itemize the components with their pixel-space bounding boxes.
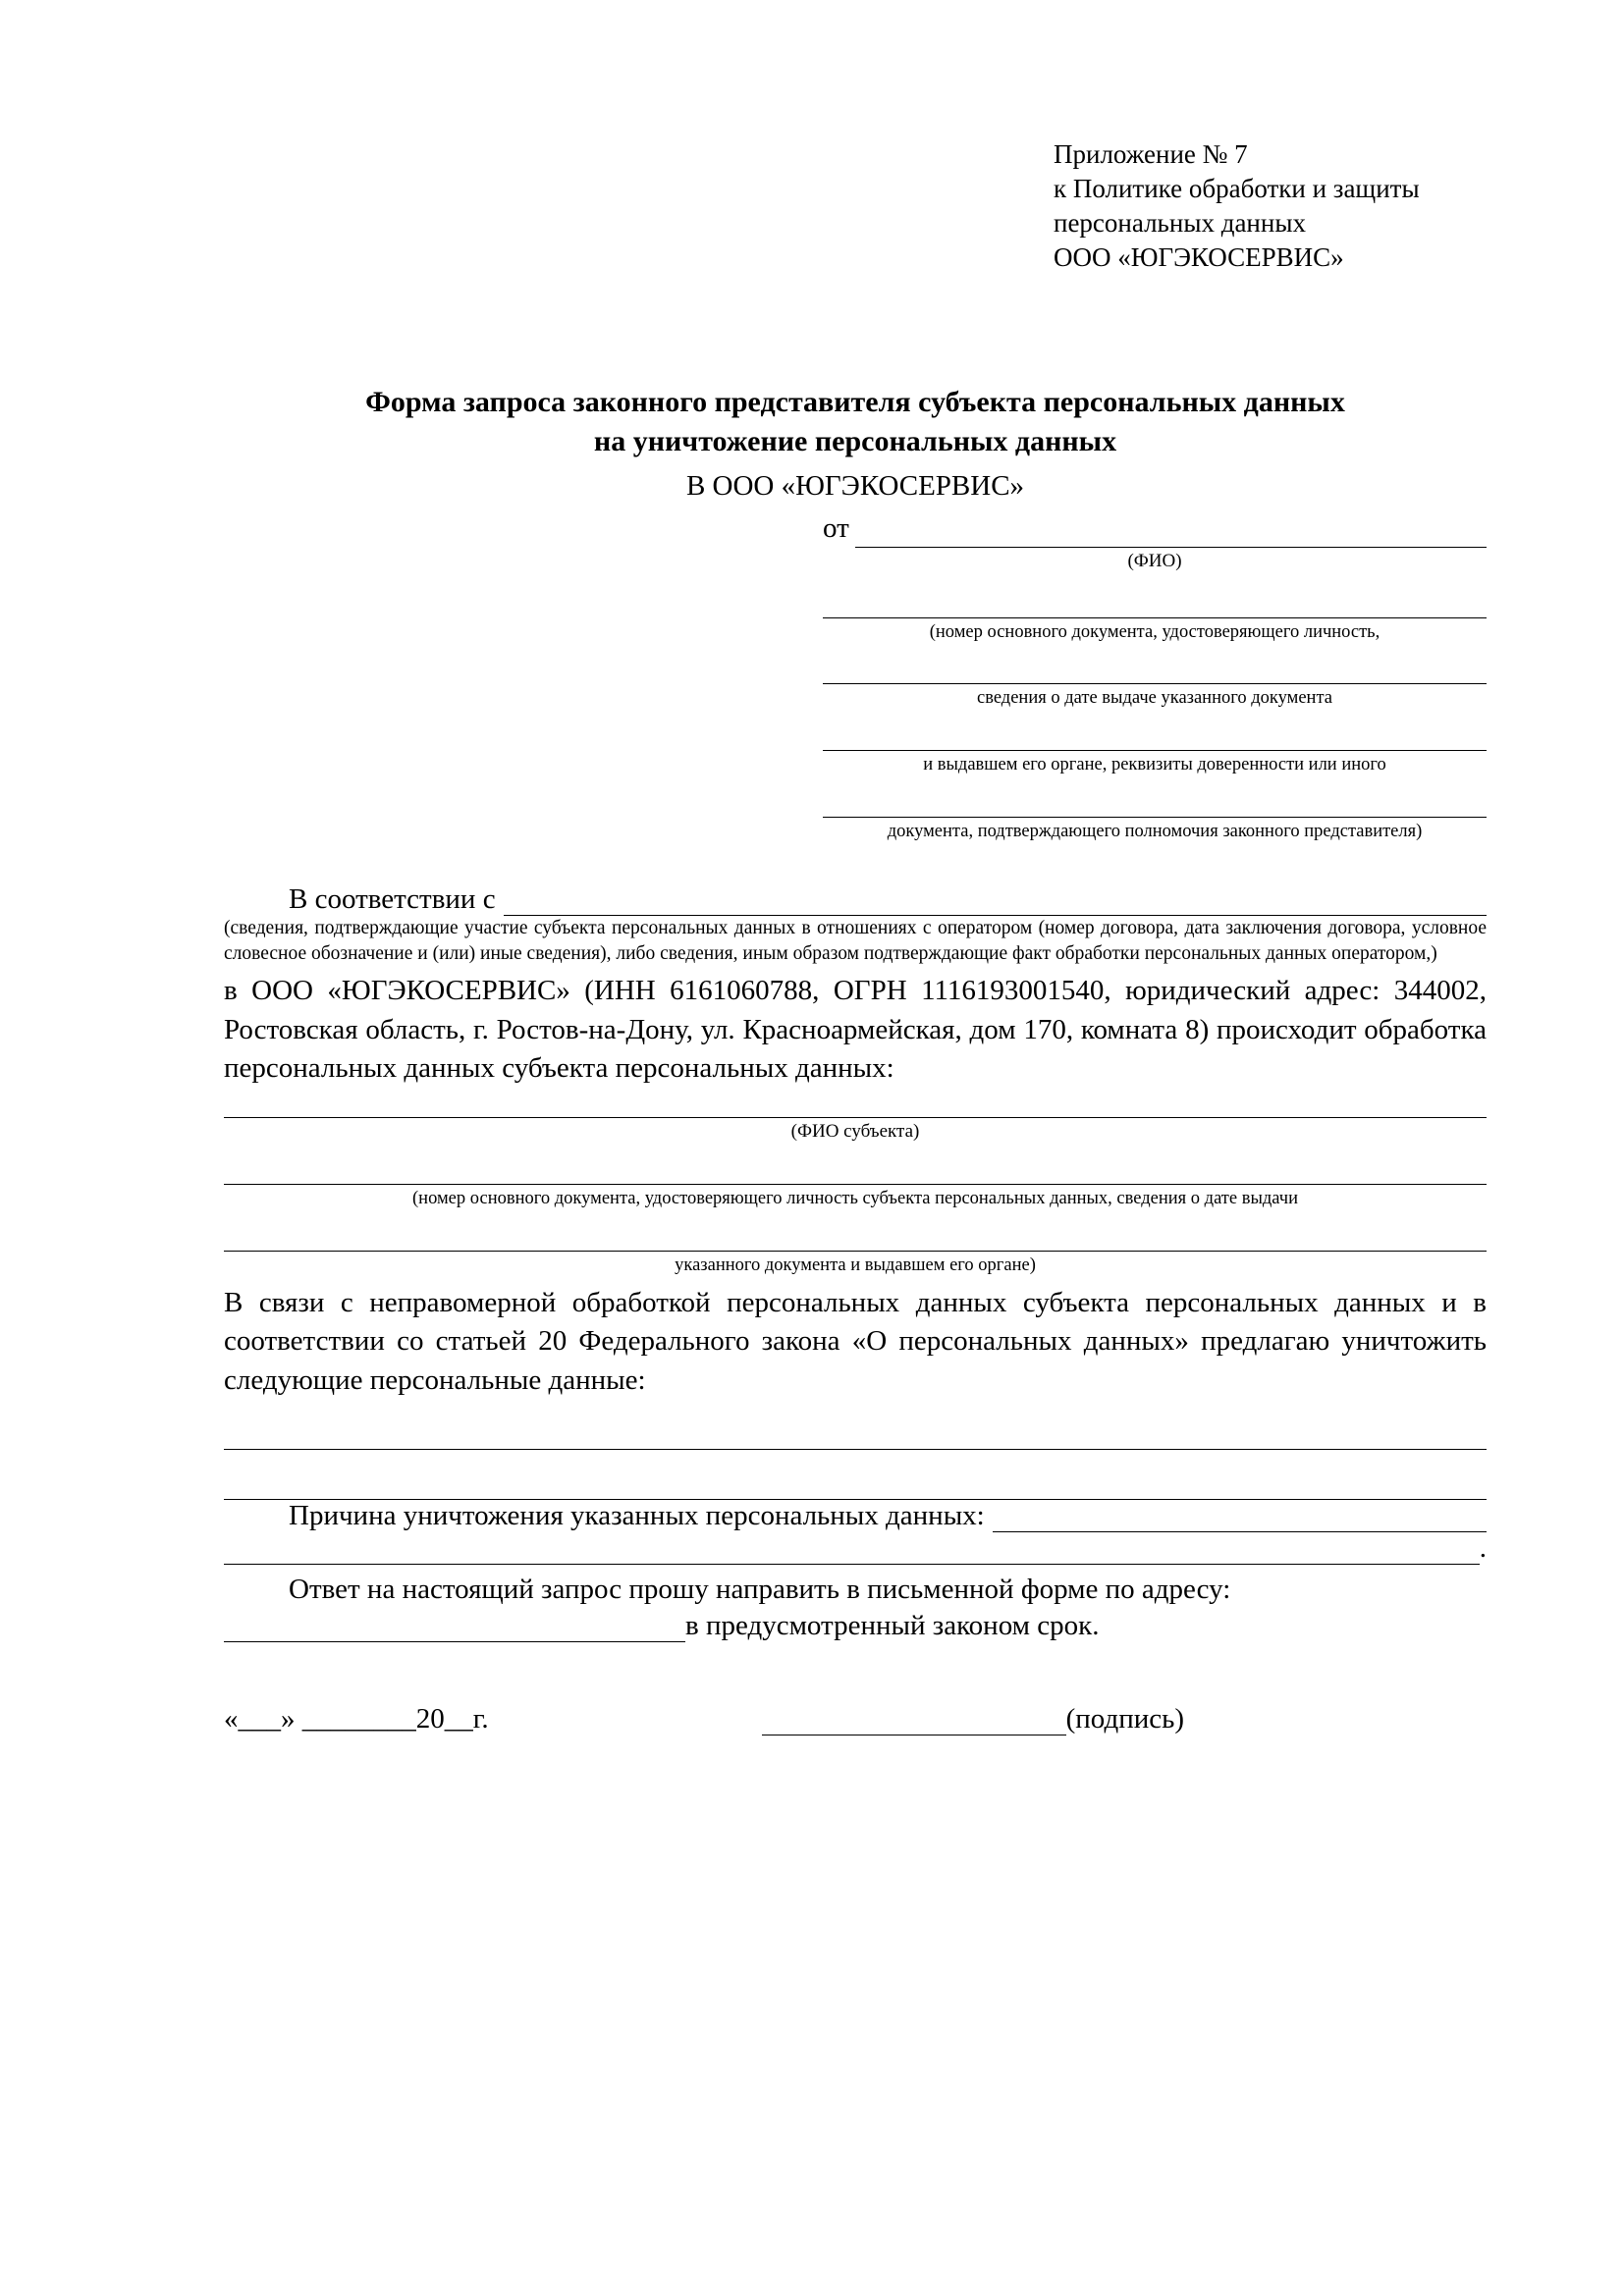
signature-row xyxy=(224,1703,1487,1735)
accordance-input-line[interactable] xyxy=(504,887,1487,916)
doc-number-input-line[interactable] xyxy=(823,588,1487,618)
accordance-label: В соответствии с xyxy=(289,883,496,916)
page-title-line-1: Форма запроса законного представителя субъекта персональных данных xyxy=(365,386,1345,419)
reason-tail: . xyxy=(1479,1532,1487,1565)
appendix-header-line-1: Приложение № 7 xyxy=(1054,139,1248,169)
doc-date-caption: сведения о дате выдаче указанного документа xyxy=(977,688,1332,709)
data-to-destroy-block xyxy=(224,1419,1487,1500)
signature-label: (подпись) xyxy=(1065,1702,1185,1735)
subject-doc-caption-2: указанного документа и выдавшем его органе) xyxy=(675,1255,1036,1275)
answer-address-input-line[interactable] xyxy=(224,1614,685,1642)
page-title-line-2: на уничтожение персональных данных xyxy=(593,425,1117,458)
representative-doc-input-line[interactable] xyxy=(823,787,1487,818)
document-content xyxy=(224,137,1487,1735)
from-row xyxy=(224,509,1487,548)
doc-issuer-input-line[interactable] xyxy=(823,721,1487,751)
appendix-header-line-3: персональных данных xyxy=(1054,208,1306,239)
destroy-data-input-line-1[interactable] xyxy=(224,1419,1487,1450)
subject-doc-input-line-2[interactable] xyxy=(224,1221,1487,1252)
destroy-data-input-line-2[interactable] xyxy=(224,1469,1487,1500)
answer-address-row xyxy=(224,1610,1487,1642)
representative-doc-caption: документа, подтверждающего полномочия законного представителя) xyxy=(887,822,1423,842)
from-fio-input-line[interactable] xyxy=(855,519,1487,548)
date-field[interactable]: «___» ________20__г. xyxy=(224,1702,489,1735)
doc-number-caption: (номер основного документа, удостоверяющего личность, xyxy=(929,621,1380,642)
accordance-note: (сведения, подтверждающие участие субъекта персональных данных в отношениях с оператором (номер договора, дата заключения договора, условное словесное обозначение и (или) иные сведения), либо сведения, иным образом подтверждающие факт обработки персональных данных оператором,) xyxy=(224,918,1487,964)
answer-tail: в предусмотренный законом срок. xyxy=(685,1609,1100,1641)
subject-doc-input-line-1[interactable] xyxy=(224,1154,1487,1185)
organization-paragraph: в ООО «ЮГЭКОСЕРВИС» (ИНН 6161060788, ОГРН 1116193001540, юридический адрес: 344002, Ростовская область, г. Ростов-на-Дону, ул. Красноармейская, дом 170, комната 8) происходит обработка персональных данных субъекта персональных данных: xyxy=(224,975,1487,1084)
answer-paragraph: Ответ на настоящий запрос прошу направить в письменной форме по адресу: xyxy=(289,1574,1231,1606)
subject-block xyxy=(224,1088,1487,1278)
page-title xyxy=(224,383,1487,461)
recipient-organization: В ООО «ЮГЭКОСЕРВИС» xyxy=(685,470,1025,503)
signature-field[interactable] xyxy=(762,1703,1184,1735)
reason-row xyxy=(224,1500,1487,1532)
appendix-header-line-4: ООО «ЮГЭКОСЕРВИС» xyxy=(1054,242,1344,273)
doc-date-input-line[interactable] xyxy=(823,654,1487,684)
accordance-block xyxy=(224,883,1487,966)
fio-caption: (ФИО) xyxy=(1127,550,1182,571)
subject-doc-caption-1: (номер основного документа, удостоверяющего личность субъекта персональных данных, сведения о дате выдачи xyxy=(412,1189,1298,1209)
subject-fio-input-line[interactable] xyxy=(224,1088,1487,1118)
from-label: от xyxy=(823,512,849,545)
request-paragraph: В связи с неправомерной обработкой персональных данных субъекта персональных данных и в соответствии со статьей 20 Федерального закона «О персональных данных» предлагаю уничтожить следующие персональные данные: xyxy=(224,1286,1487,1396)
appendix-header-line-2: к Политике обработки и защиты xyxy=(1054,174,1420,204)
doc-issuer-caption: и выдавшем его органе, реквизиты доверенности или иного xyxy=(923,755,1386,775)
reason-input-line-2[interactable] xyxy=(224,1536,1480,1565)
reason-row-continued xyxy=(224,1532,1487,1565)
subject-fio-caption: (ФИО субъекта) xyxy=(790,1121,920,1143)
recipient-block xyxy=(224,467,1487,844)
appendix-header xyxy=(1054,137,1486,275)
reason-input-line[interactable] xyxy=(993,1504,1487,1532)
reason-label: Причина уничтожения указанных персональных данных: xyxy=(289,1500,985,1532)
signature-input-line[interactable] xyxy=(762,1709,1066,1735)
accordance-row xyxy=(224,883,1487,916)
